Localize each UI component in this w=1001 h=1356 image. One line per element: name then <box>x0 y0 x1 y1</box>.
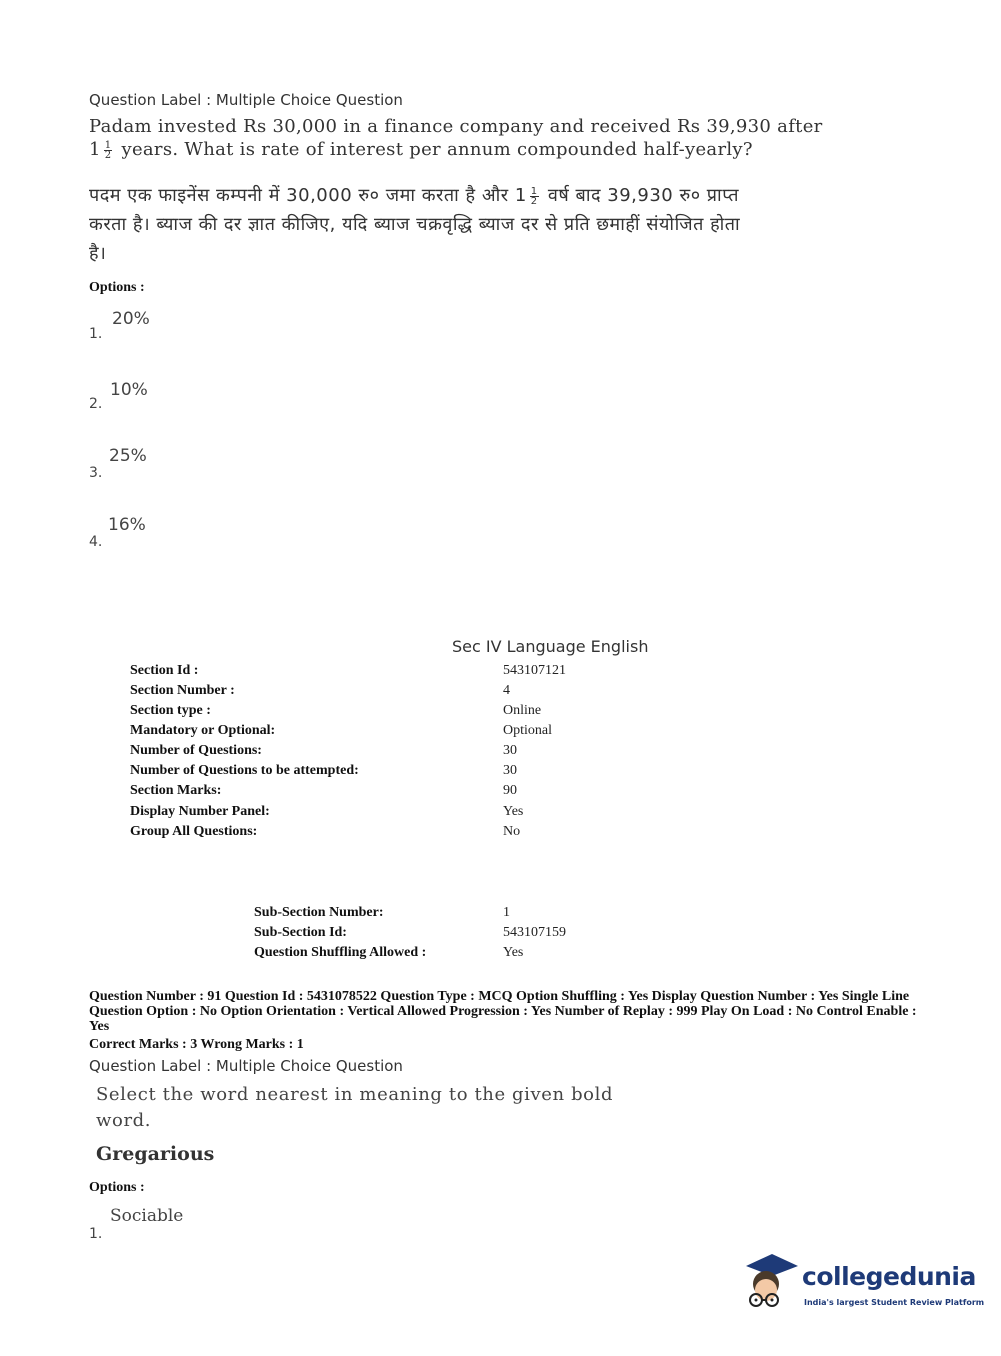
option-value[interactable]: 10% <box>110 380 148 400</box>
option-value[interactable]: Sociable <box>110 1206 184 1226</box>
section-value: 4 <box>503 683 510 698</box>
section-key: Section Marks: <box>130 783 222 798</box>
subsection-key: Sub-Section Id: <box>254 925 347 940</box>
subsection-key: Question Shuffling Allowed : <box>254 945 427 960</box>
option-number: 4. <box>89 534 103 550</box>
section-key: Mandatory or Optional: <box>130 723 276 738</box>
question-meta: Question Number : 91 Question Id : 5431078522 Question Type : MCQ Option Shuffling : Yes Display Question Number : Yes Single Line Question Option : No Option Orientation : Vertical Allowed Progression : Yes Number of Replay : 999 Play On Load : No Control Enable : Yes <box>89 989 917 1034</box>
logo-tagline: India's largest Student Review Platform <box>804 1298 985 1307</box>
section-value: Optional <box>503 723 552 738</box>
question-label: Question Label : Multiple Choice Question <box>89 1057 403 1075</box>
subsection-value: 1 <box>503 905 510 920</box>
section-value: 543107121 <box>503 663 566 678</box>
section-key: Group All Questions: <box>130 824 258 839</box>
question-bold-word: Gregarious <box>96 1143 215 1165</box>
question-text-en-line1: Padam invested Rs 30,000 in a finance company and received Rs 39,930 after <box>89 116 823 137</box>
section-key: Number of Questions to be attempted: <box>130 763 359 778</box>
subsection-value: 543107159 <box>503 925 566 940</box>
option-number: 1. <box>89 1226 103 1242</box>
option-value[interactable]: 16% <box>108 515 146 535</box>
section-key: Number of Questions: <box>130 743 262 758</box>
options-heading: Options : <box>89 1180 145 1195</box>
option-number: 1. <box>89 326 103 342</box>
options-heading: Options : <box>89 280 145 295</box>
section-value: Yes <box>503 804 524 819</box>
subsection-value: Yes <box>503 945 524 960</box>
section-value: 30 <box>503 743 517 758</box>
section-value: 30 <box>503 763 517 778</box>
mascot-icon <box>742 1250 800 1312</box>
fraction: $\frac{1}{2}$ <box>104 139 112 161</box>
section-title: Sec IV Language English <box>452 637 649 656</box>
question-label: Question Label : Multiple Choice Question <box>89 91 403 109</box>
question-text-hi-line1: पदम एक फाइनेंस कम्पनी में 30,000 रु० जमा करता है और 1 $\frac{1}{2}$ वर्ष बाद 39,930 रु० प्राप्त <box>89 185 740 207</box>
logo-text: collegedunia <box>802 1262 976 1291</box>
question-text-en-line2: 1 $\frac{1}{2}$ years. What is rate of interest per annum compounded half-yearly? <box>89 139 753 161</box>
option-value[interactable]: 25% <box>109 446 147 466</box>
section-value: 90 <box>503 783 517 798</box>
subsection-key: Sub-Section Number: <box>254 905 384 920</box>
question-text: Select the word nearest in meaning to the given bold word. <box>96 1084 614 1131</box>
section-value: Online <box>503 703 542 718</box>
section-key: Section type : <box>130 703 211 718</box>
section-value: No <box>503 824 521 839</box>
collegedunia-logo[interactable] <box>742 1250 985 1320</box>
fraction: $\frac{1}{2}$ <box>530 185 538 207</box>
option-number: 3. <box>89 465 103 481</box>
question-text-hi-line2: करता है। ब्याज की दर ज्ञात कीजिए, यदि ब्याज चक्रवृद्धि ब्याज दर से प्रति छमाहीं संयोजित होता <box>89 214 741 235</box>
section-key: Section Id : <box>130 663 199 678</box>
question-marks: Correct Marks : 3 Wrong Marks : 1 <box>89 1037 304 1052</box>
option-value[interactable]: 20% <box>112 309 150 329</box>
question-text-hi-line3: है। <box>89 243 107 264</box>
section-key: Display Number Panel: <box>130 804 270 819</box>
option-number: 2. <box>89 396 103 412</box>
section-key: Section Number : <box>130 683 235 698</box>
